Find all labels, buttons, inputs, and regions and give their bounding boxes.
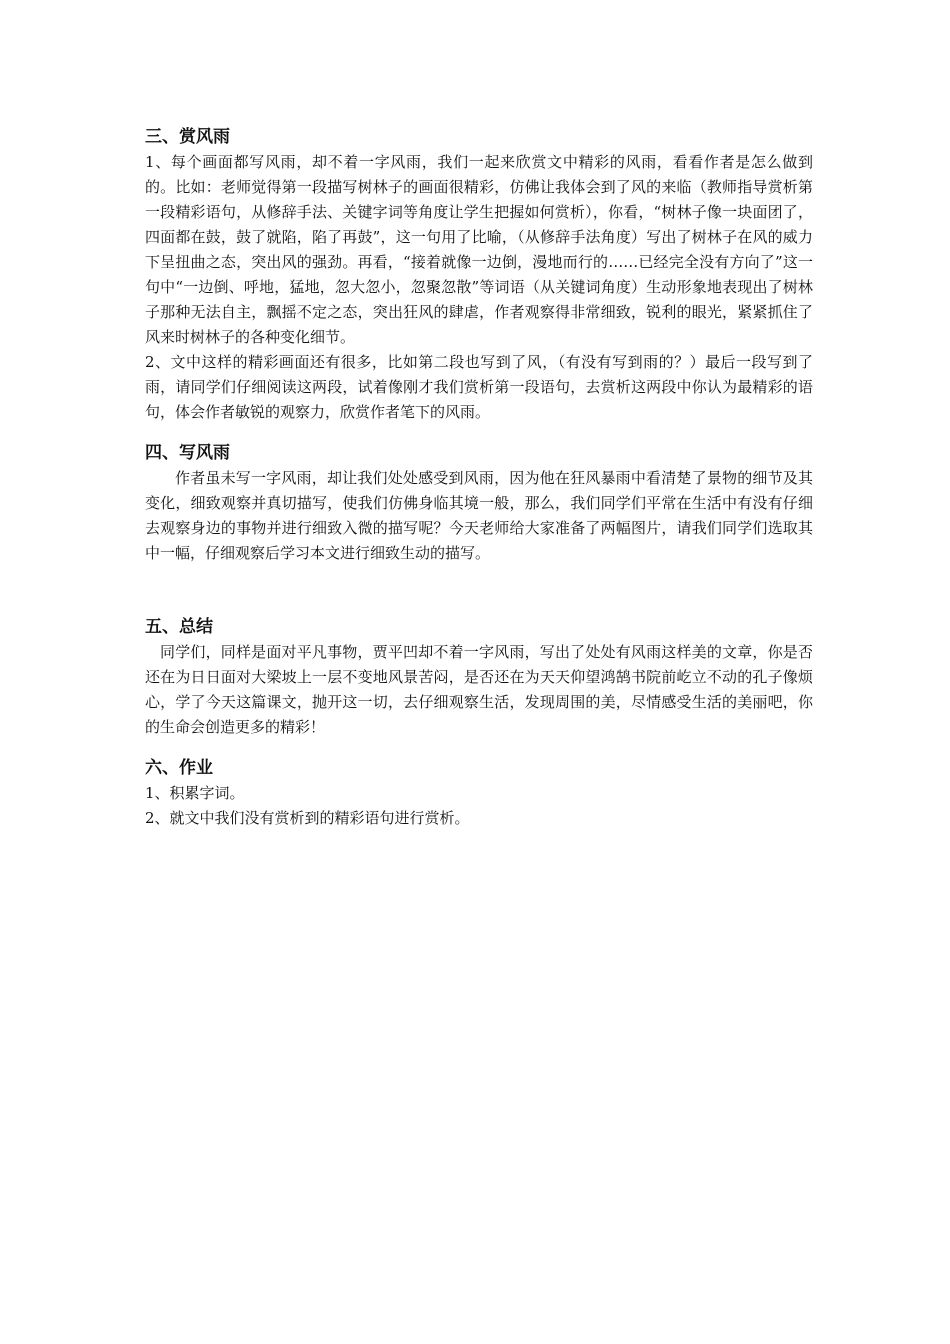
paragraph-summary-1: 同学们，同样是面对平凡事物，贾平凹却不着一字风雨，写出了处处有风雨这样美的文章，你是否还在为日日面对大梁坡上一层不变地风景苦闷，是否还在为天天仰望鸿鹄书院前屹立不动的孔子像烦心，学了今天这篇课文，抛开这一切，去仔细观察生活，发现周围的美，尽情感受生活的美丽吧，你的生命会创造更多的精彩！ xyxy=(145,643,813,736)
homework-item-1: 1、积累字词。 xyxy=(145,784,245,802)
paragraph-write-1: 作者虽未写一字风雨，却让我们处处感受到风雨，因为他在狂风暴雨中看清楚了景物的细节及其变化，细致观察并真切描写，使我们仿佛身临其境一般，那么，我们同学们平常在生活中有没有仔细去观察身边的事物并进行细致入微的描写呢？今天老师给大家准备了两幅图片，请我们同学们选取其中一幅，仔细观察后学习本文进行细致生动的描写。 xyxy=(145,469,813,562)
section-heading-appreciate: 三、赏风雨 xyxy=(145,127,230,147)
spacer xyxy=(145,740,813,755)
document-page xyxy=(145,124,813,831)
section-heading-homework: 六、作业 xyxy=(145,758,213,778)
spacer xyxy=(145,425,813,440)
paragraph-appreciate-1: 1、每个画面都写风雨，却不着一字风雨，我们一起来欣赏文中精彩的风雨，看看作者是怎么做到的。比如：老师觉得第一段描写树林子的画面很精彩，仿佛让我体会到了风的来临（教师指导赏析第一段精彩语句，从修辞手法、关键字词等角度让学生把握如何赏析），你看，“树林子像一块面团了，四面都在鼓，鼓了就陷，陷了再鼓”，这一句用了比喻，（从修辞手法角度）写出了树林子在风的威力下呈扭曲之态，突出风的强劲。再看，“接着就像一边倒，漫地而行的……已经完全没有方向了”这一句中“一边倒、呼地，猛地，忽大忽小，忽聚忽散”等词语（从关键词角度）生动形象地表现出了树林子那种无法自主，飘摇不定之态，突出狂风的肆虐，作者观察得非常细致，锐利的眼光，紧紧抓住了风来时树林子的各种变化细节。 xyxy=(145,153,813,346)
spacer xyxy=(145,566,813,614)
section-heading-write: 四、写风雨 xyxy=(145,443,230,463)
homework-item-2: 2、就文中我们没有赏析到的精彩语句进行赏析。 xyxy=(145,809,470,827)
section-heading-summary: 五、总结 xyxy=(145,617,213,637)
paragraph-appreciate-2: 2、文中这样的精彩画面还有很多，比如第二段也写到了风，（有没有写到雨的？）最后一段写到了雨，请同学们仔细阅读这两段，试着像刚才我们赏析第一段语句，去赏析这两段中你认为最精彩的语句，体会作者敏锐的观察力，欣赏作者笔下的风雨。 xyxy=(145,353,813,421)
